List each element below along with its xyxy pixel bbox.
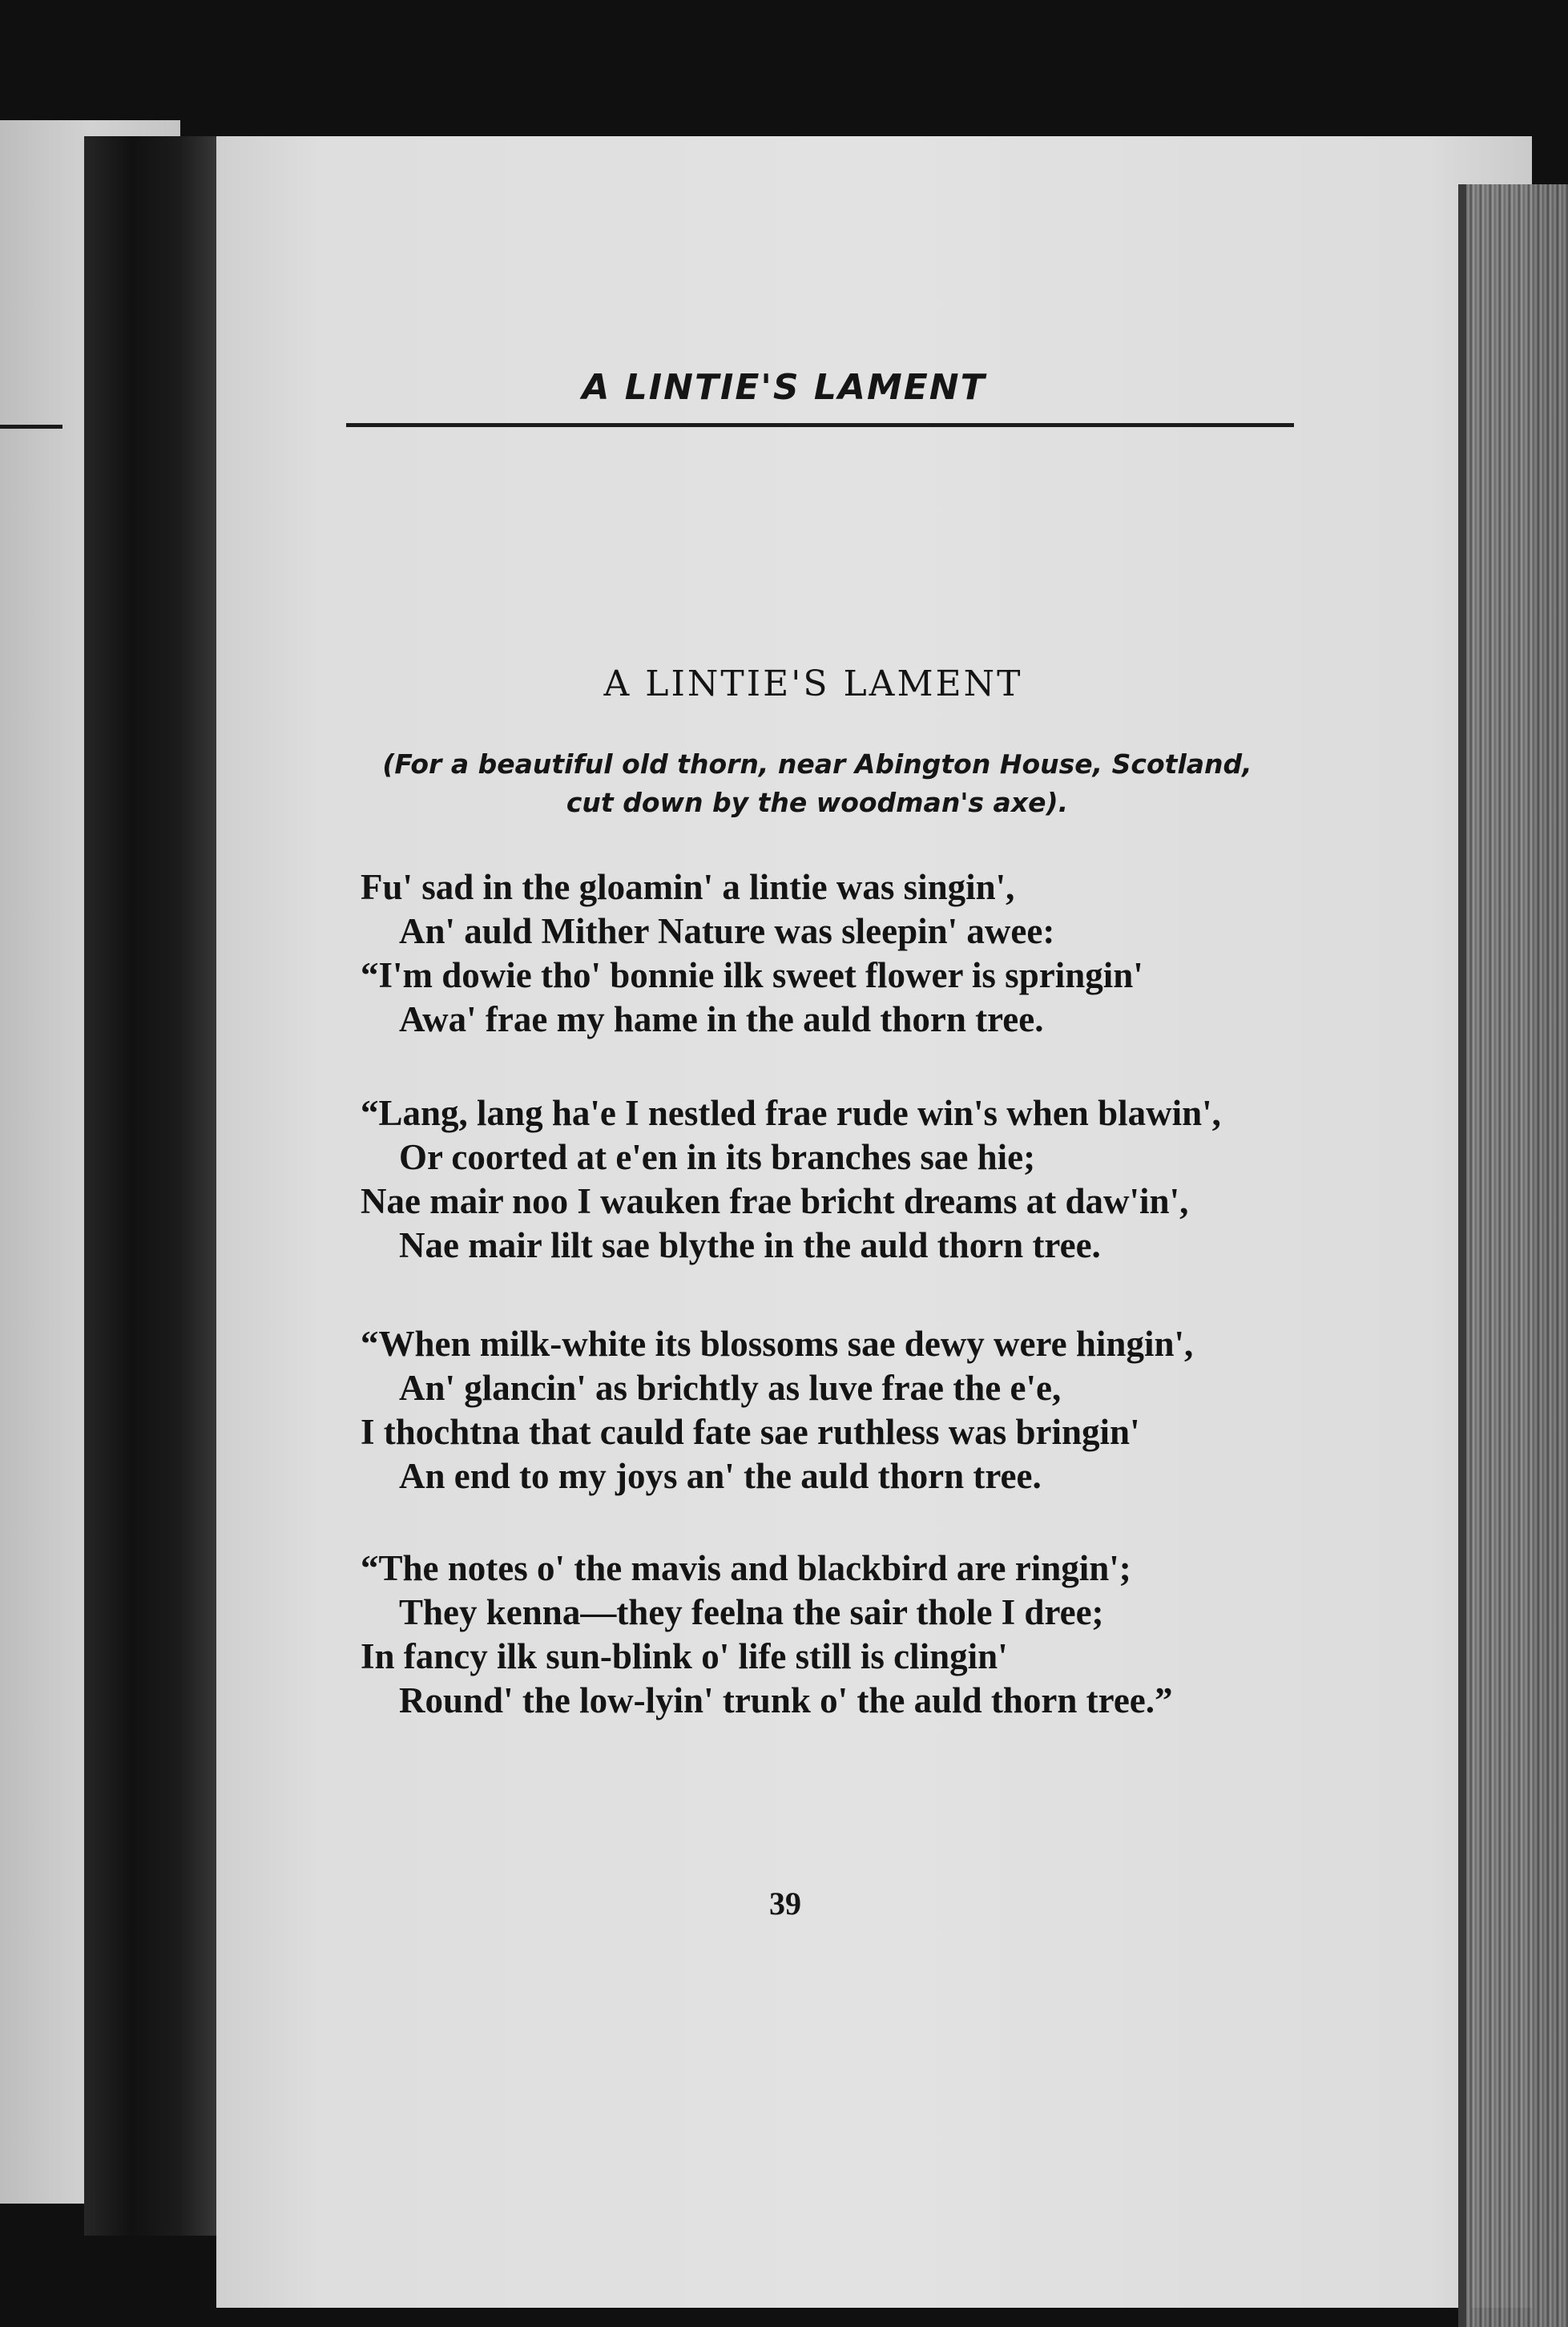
poem-line: I thochtna that cauld fate sae ruthless was bringin': [361, 1412, 1140, 1452]
poem-line: An end to my joys an' the auld thorn tree.: [399, 1456, 1042, 1496]
running-head-rule: [346, 423, 1294, 427]
book-gutter: [84, 136, 220, 2236]
running-head: A LINTIE'S LAMENT: [582, 367, 986, 408]
poem-line: Awa' frae my hame in the auld thorn tree.: [399, 999, 1044, 1039]
poem-line: Or coorted at e'en in its branches sae hie;: [399, 1137, 1036, 1177]
page-number: 39: [769, 1885, 801, 1922]
poem-line: An' glancin' as brichtly as luve frae the e'e,: [399, 1368, 1062, 1408]
poem-line: “The notes o' the mavis and blackbird are ringin';: [361, 1548, 1131, 1588]
poem-line: Round' the low-lyin' trunk o' the auld thorn tree.”: [399, 1680, 1173, 1720]
stanza-1: [361, 865, 1322, 1042]
poem-line: “I'm dowie tho' bonnie ilk sweet flower is springin': [361, 955, 1143, 995]
page-edges: [1466, 184, 1568, 2327]
facing-page-rule: [0, 425, 62, 429]
poem-subtitle: [337, 745, 1298, 822]
stanza-4: [361, 1547, 1322, 1723]
poem-title: A LINTIE'S LAMENT: [603, 663, 1023, 704]
poem-line: They kenna—they feelna the sair thole I dree;: [399, 1592, 1104, 1632]
poem-line: “Lang, lang ha'e I nestled frae rude win's when blawin',: [361, 1093, 1221, 1133]
poem-line: “When milk-white its blossoms sae dewy were hingin',: [361, 1324, 1194, 1364]
poem-line: An' auld Mither Nature was sleepin' awee:: [399, 911, 1055, 951]
stanza-2: [361, 1091, 1322, 1268]
stanza-3: [361, 1322, 1322, 1498]
poem-line: Nae mair noo I wauken frae bricht dreams at daw'in',: [361, 1181, 1189, 1221]
subtitle-line: (For a beautiful old thorn, near Abington House, Scotland,: [382, 748, 1252, 780]
poem-line: In fancy ilk sun-blink o' life still is clingin': [361, 1636, 1008, 1676]
poem-line: Nae mair lilt sae blythe in the auld thorn tree.: [399, 1225, 1101, 1265]
subtitle-line: cut down by the woodman's axe).: [566, 787, 1069, 818]
poem-line: Fu' sad in the gloamin' a lintie was singin',: [361, 867, 1015, 907]
